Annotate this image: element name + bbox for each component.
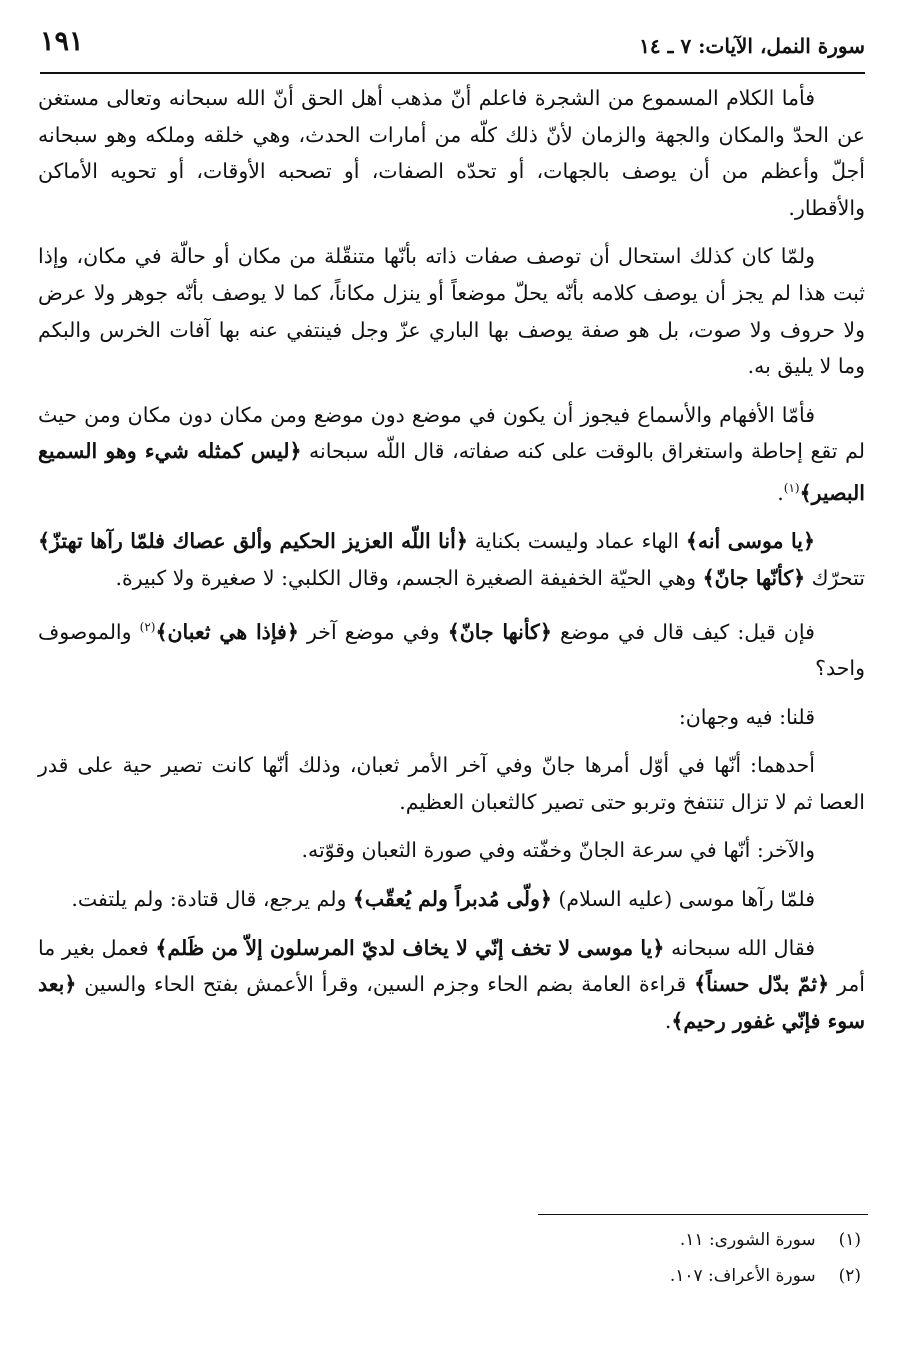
footnote-divider (538, 1214, 868, 1215)
text-segment: . (664, 1008, 672, 1033)
paragraph (38, 881, 865, 918)
footnote-marker: (٢) (139, 619, 156, 634)
text-segment: أحدهما: أنّها في أوّل أمرها جانّ وفي آخر الأمر ثعبان، وذلك أنّها كانت تصير حية على قدر العصا ثم لا تزال تنتفخ وتربو حتى تصير كالثعبان العظيم. (38, 753, 865, 814)
paragraph (38, 80, 865, 226)
quran-quote: ﴿أنا اللّه العزيز الحكيم وألق عصاك فلمّا رآها تهتزّ﴾ (38, 529, 468, 554)
footnote (38, 1262, 865, 1290)
footnote (38, 1226, 865, 1254)
surah-title: سورة النمل، الآيات: ٧ ـ ١٤ (639, 34, 865, 58)
text-segment: . (777, 480, 784, 505)
text-segment: ولم يرجع، قال قتادة: ولم يلتفت. (71, 886, 353, 911)
footnote-marker: (١) (783, 480, 800, 495)
text-segment: قراءة العامة بضم الحاء وجزم السين، وقرأ الأعمش بفتح الحاء والسين (76, 972, 695, 997)
paragraph (38, 930, 865, 1040)
text-segment: وفي موضع آخر (298, 619, 448, 644)
page-number: ١٩١ (40, 26, 84, 57)
quran-quote: ﴿ثمّ بدّل حسناً﴾ (694, 972, 830, 997)
quran-quote: ﴿ليس كمثله شيء وهو السميع البصير﴾ (38, 439, 865, 505)
text-segment: فقال الله سبحانه (664, 935, 815, 960)
text-segment: فلمّا رآها موسى (عليه السلام) (551, 886, 815, 911)
quran-quote: ﴿فإذا هي ثعبان﴾ (155, 619, 299, 644)
text-segment: وهي الحيّة الخفيفة الصغيرة الجسم، وقال الكلبي: لا صغيرة ولا كبيرة. (115, 565, 703, 590)
paragraph (38, 397, 865, 512)
text-segment: الهاء عماد وليست بكناية (467, 529, 686, 554)
main-text (38, 80, 865, 1051)
text-segment: فإن قيل: كيف قال في موضع (551, 619, 815, 644)
footnote-text: سورة الشورى: ١١. (679, 1230, 816, 1250)
text-segment: قلنا: فيه وجهان: (678, 704, 815, 729)
paragraph (38, 609, 865, 687)
text-segment: والآخر: أنّها في سرعة الجانّ وخفّته وفي صورة الثعبان وقوّته. (301, 838, 815, 863)
quran-quote: ﴿يا موسى لا تخف إنّي لا يخاف لديّ المرسلون إلاّ من ظَلم﴾ (155, 935, 665, 960)
paragraph (38, 699, 865, 736)
footnote-number: (١) (838, 1230, 861, 1250)
paragraph (38, 238, 865, 384)
paragraph (38, 832, 865, 869)
quran-quote: ﴿كأنها جانّ﴾ (447, 619, 552, 644)
footnote-number: (٢) (838, 1266, 861, 1286)
quran-quote: ﴿بعد سوء فإنّي غفور رحيم﴾ (38, 972, 865, 1033)
text-segment: فعمل بغير ما أمر (38, 935, 865, 997)
text-segment: فأما الكلام المسموع من الشجرة فاعلم أنّ مذهب أهل الحق أنّ الله سبحانه وتعالى مستغن عن الحدّ والمكان والجهة والزمان لأنّ ذلك كلّه من أمارات الحدث، وهي خلقه وملكه وهو سبحانه أجلّ وأعظم من أن يوصف بالجهات، أو تحدّه الصفات، أو تصحبه الأوقات، أو تحويه الأماكن والأقطار. (38, 86, 865, 220)
text-segment: فأمّا الأفهام والأسماع فيجوز أن يكون في موضع دون موضع ومن مكان دون مكان ومن حيث لم تقع إحاطة واستغراق بالوقت على كنه صفاته، قال اللّه سبحانه (38, 402, 865, 464)
page-header (40, 22, 865, 74)
text-segment: ولمّا كان كذلك استحال أن توصف صفات ذاته بأنّها متنقّلة من مكان أو حالّة في مكان، وإذا ثبت هذا لم يجز أن يوصف كلامه بأنّه يحلّ موضعاً أو ينزل مكاناً، كما لا يوصف بأنّه جوهر ولا عرض ولا حروف ولا صوت، بل هو صفة يوصف بها الباري عزّ وجل فينتفي عنه بها آفات الخرس والبكم وما لا يليق به. (38, 244, 865, 379)
quran-quote: ﴿كأنّها جانّ﴾ (702, 565, 806, 590)
text-segment: تتحرّك (805, 565, 865, 590)
quran-quote: ﴿ولّى مُدبراً ولم يُعقّب﴾ (352, 886, 552, 911)
paragraph (38, 747, 865, 820)
quran-quote: ﴿يا موسى أنه﴾ (685, 529, 815, 554)
text-segment: والموصوف واحد؟ (38, 619, 865, 680)
paragraph (38, 523, 865, 596)
footnote-text: سورة الأعراف: ١٠٧. (669, 1266, 816, 1286)
